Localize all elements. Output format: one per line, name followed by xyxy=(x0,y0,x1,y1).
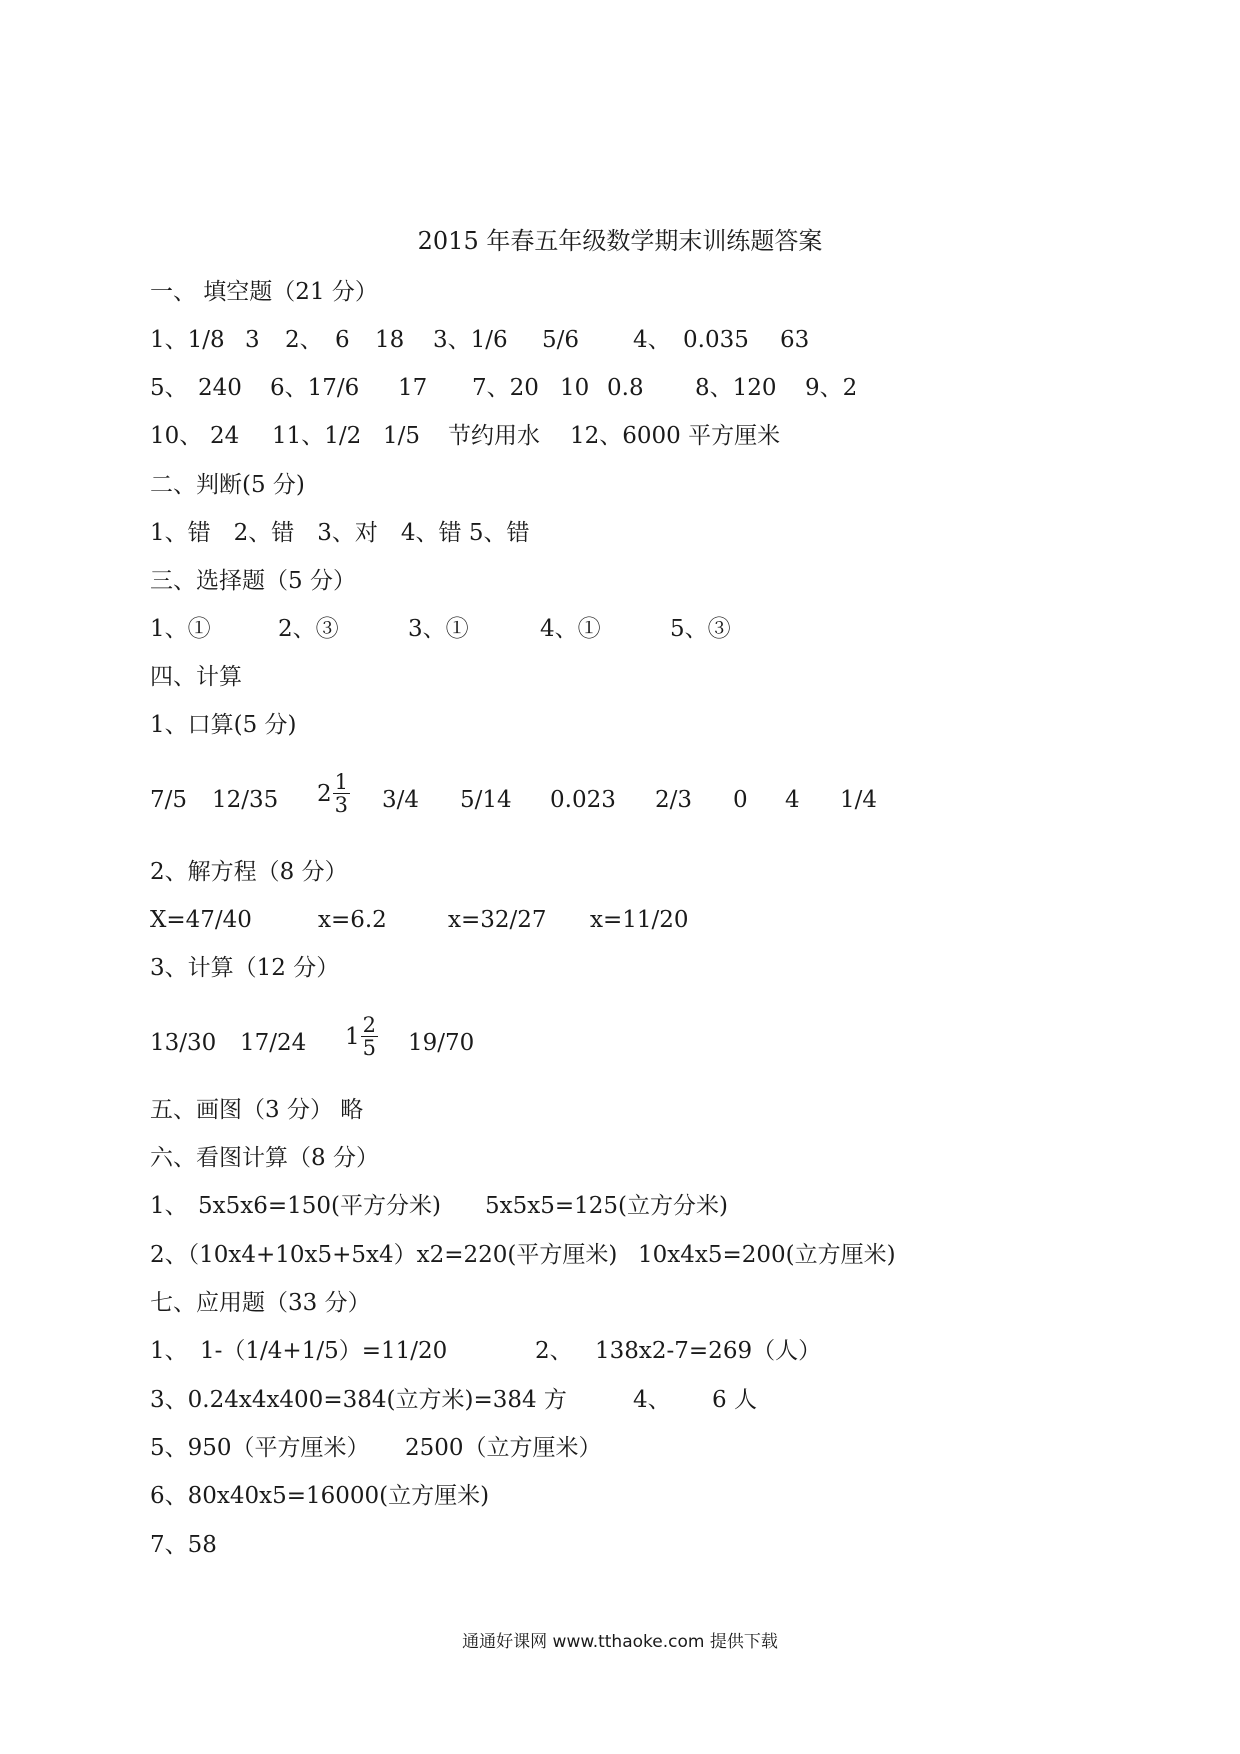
answer-item: 17 xyxy=(398,375,428,401)
footer-source: 通通好课网 www.tthaoke.com 提供下载 xyxy=(462,1632,778,1652)
answer-item: 1、1/8 xyxy=(150,327,225,353)
mixed-whole: 1 xyxy=(345,1023,360,1050)
answer-item: 节约用水 xyxy=(448,423,540,449)
numerator: 1 xyxy=(334,770,349,794)
answer-item: 19/70 xyxy=(408,1030,475,1056)
answer-item: x=11/20 xyxy=(590,907,689,933)
answer-item: 7/5 xyxy=(150,787,188,813)
answer-item: 5、950（平方厘米） xyxy=(150,1435,370,1461)
answer-item: 6、17/6 xyxy=(270,375,360,401)
answer-item: 2、③ xyxy=(278,616,339,642)
section-heading-choice: 三、选择题（5 分） xyxy=(150,568,356,594)
answer-item: 240 xyxy=(198,375,242,401)
subsection-heading: 2、解方程（8 分） xyxy=(150,859,348,885)
answer-item: 3、1/6 xyxy=(433,327,508,353)
answer-item: 3、① xyxy=(408,616,469,642)
denominator: 3 xyxy=(334,793,349,817)
answer-item: 17/24 xyxy=(240,1030,307,1056)
answer-item: 10、 xyxy=(150,423,203,449)
answer-item: 13/30 xyxy=(150,1030,217,1056)
answer-item: 1/5 xyxy=(383,423,421,449)
section-heading-calculation: 四、计算 xyxy=(150,664,242,690)
mixed-number xyxy=(317,771,350,816)
answer-item: 5x5x5=125(立方分米) xyxy=(485,1193,728,1219)
answer-item: 0.8 xyxy=(607,375,644,401)
answer-item: 1、① xyxy=(150,616,211,642)
answer-item: 24 xyxy=(210,423,240,449)
answer-item: 4、 xyxy=(633,1387,671,1413)
answer-item: 6 xyxy=(335,327,350,353)
section-heading-figure-calc: 六、看图计算（8 分） xyxy=(150,1145,379,1171)
answer-item: 2/3 xyxy=(655,787,693,813)
answer-item: 10 xyxy=(560,375,590,401)
answer-item: 7、20 xyxy=(472,375,539,401)
answer-item: 5x5x6=150(平方分米) xyxy=(198,1193,441,1219)
answer-item: 5、③ xyxy=(670,616,731,642)
answer-item: x=32/27 xyxy=(448,907,547,933)
answer-item: 6 人 xyxy=(712,1387,757,1413)
answer-item: 8、120 xyxy=(695,375,777,401)
answer-item: 4 xyxy=(785,787,800,813)
answer-item: 12、6000 平方厘米 xyxy=(570,423,781,449)
answer-item: 9、2 xyxy=(805,375,858,401)
answer-item: 138x2-7=269（人） xyxy=(595,1338,822,1364)
answer-row: 7、58 xyxy=(150,1532,217,1558)
answer-item: 3 xyxy=(245,327,260,353)
answer-item: 63 xyxy=(780,327,810,353)
section-heading-judgment: 二、判断(5 分) xyxy=(150,472,305,498)
subsection-heading: 1、口算(5 分) xyxy=(150,712,297,738)
answer-item: 12/35 xyxy=(212,787,279,813)
answer-item: 2、 xyxy=(285,327,323,353)
numerator: 2 xyxy=(362,1013,377,1037)
answer-item: 1/4 xyxy=(840,787,878,813)
answer-item: 0.023 xyxy=(550,787,616,813)
fraction xyxy=(333,771,350,816)
section-heading-word-problems: 七、应用题（33 分） xyxy=(150,1290,371,1316)
page-title: 2015 年春五年级数学期末训练题答案 xyxy=(417,227,823,255)
section-heading-fill-blank: 一、 填空题（21 分） xyxy=(150,279,378,305)
answer-item: x=6.2 xyxy=(318,907,387,933)
answer-item: 0 xyxy=(733,787,748,813)
answer-item: 1、 xyxy=(150,1193,188,1219)
mixed-whole: 2 xyxy=(317,780,332,807)
answer-item: 3/4 xyxy=(382,787,420,813)
answer-item: 3、0.24x4x400=384(立方米)=384 方 xyxy=(150,1387,567,1413)
answer-row: 6、80x40x5=16000(立方厘米) xyxy=(150,1483,490,1509)
answer-item: 2、 xyxy=(535,1338,573,1364)
mixed-number xyxy=(345,1014,378,1059)
answer-item: 4、 xyxy=(633,327,671,353)
answer-item: X=47/40 xyxy=(150,907,252,933)
fraction xyxy=(361,1014,378,1059)
answer-item: 1-（1/4+1/5）=11/20 xyxy=(200,1338,448,1364)
answer-item: 11、1/2 xyxy=(272,423,362,449)
answer-item: 5/6 xyxy=(542,327,580,353)
answer-item: 4、① xyxy=(540,616,601,642)
answer-item: 2、（10x4+10x5+5x4）x2=220(平方厘米) xyxy=(150,1242,618,1268)
denominator: 5 xyxy=(362,1036,377,1060)
answer-item: 5、 xyxy=(150,375,188,401)
answer-item: 10x4x5=200(立方厘米) xyxy=(638,1242,896,1268)
section-heading-drawing: 五、画图（3 分） 略 xyxy=(150,1097,364,1123)
answer-item: 18 xyxy=(375,327,405,353)
answer-item: 0.035 xyxy=(683,327,749,353)
answer-item: 2500（立方厘米） xyxy=(405,1435,602,1461)
answer-row: 1、错 2、错 3、对 4、错 5、错 xyxy=(150,520,530,546)
answer-item: 5/14 xyxy=(460,787,512,813)
answer-item: 1、 xyxy=(150,1338,188,1364)
subsection-heading: 3、计算（12 分） xyxy=(150,955,340,981)
